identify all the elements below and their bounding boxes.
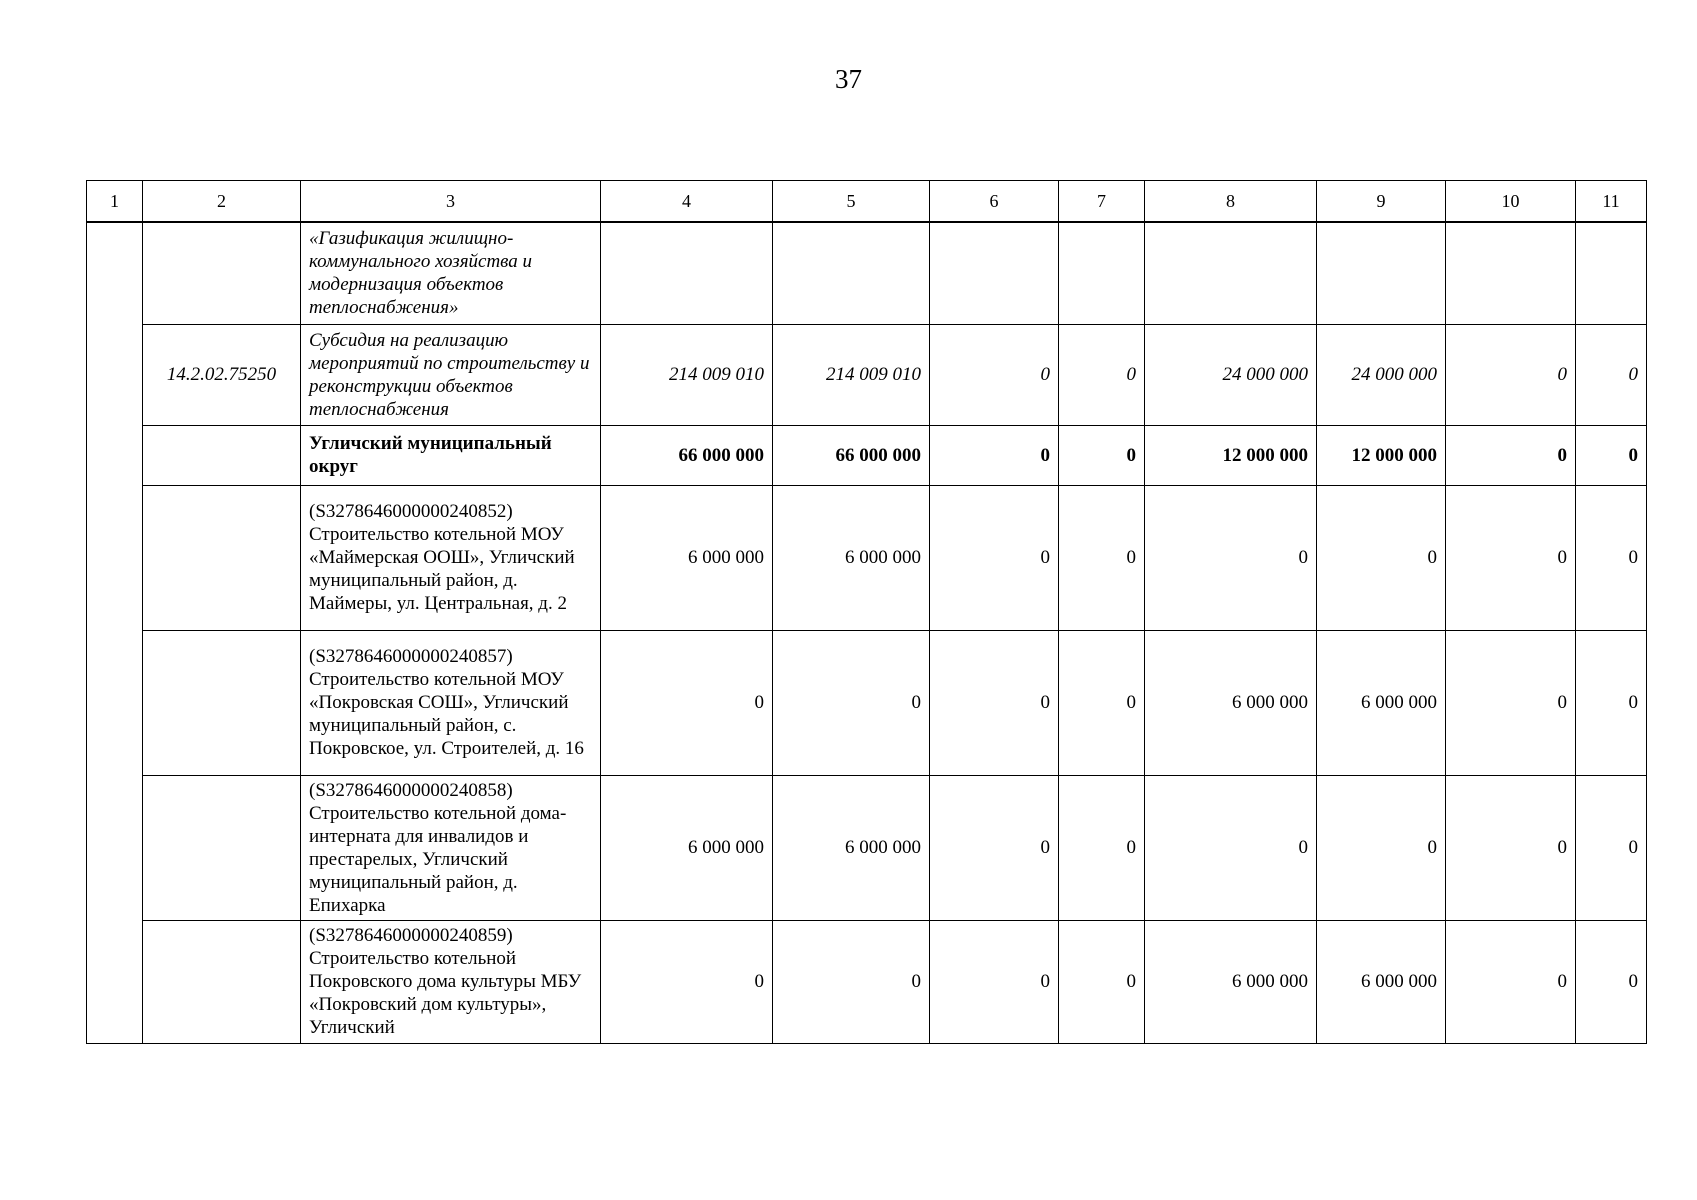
column-header-4: 4 (601, 181, 773, 223)
value-cell-col-4: 6 000 000 (601, 485, 773, 630)
value-cell-col-9 (1317, 222, 1446, 324)
value-cell-col-10: 0 (1446, 425, 1576, 485)
value-cell-col-5 (773, 222, 930, 324)
description-cell: Субсидия на реализацию мероприятий по строительству и реконструкции объектов теплоснабжения (301, 324, 601, 425)
value-cell-col-8: 6 000 000 (1145, 630, 1317, 775)
page-number: 37 (835, 64, 862, 94)
value-cell-col-5: 0 (773, 630, 930, 775)
value-cell-col-9: 12 000 000 (1317, 425, 1446, 485)
table-row (87, 485, 1647, 630)
value-cell-col-5: 66 000 000 (773, 425, 930, 485)
value-cell-col-7: 0 (1059, 324, 1145, 425)
value-cell-col-4: 0 (601, 630, 773, 775)
budget-code-cell (143, 425, 301, 485)
budget-code-cell (143, 775, 301, 920)
value-cell-col-9: 6 000 000 (1317, 920, 1446, 1043)
value-cell-col-4: 0 (601, 920, 773, 1043)
value-cell-col-9: 0 (1317, 485, 1446, 630)
value-cell-col-9: 24 000 000 (1317, 324, 1446, 425)
value-cell-col-4: 66 000 000 (601, 425, 773, 485)
value-cell-col-4: 6 000 000 (601, 775, 773, 920)
value-cell-col-10: 0 (1446, 920, 1576, 1043)
value-cell-col-10: 0 (1446, 324, 1576, 425)
value-cell-col-6: 0 (930, 920, 1059, 1043)
value-cell-col-11: 0 (1576, 324, 1647, 425)
budget-table (86, 180, 1647, 1044)
value-cell-col-11: 0 (1576, 775, 1647, 920)
value-cell-col-7: 0 (1059, 630, 1145, 775)
description-cell: (S3278646000000240859) Строительство котельной Покровского дома культуры МБУ «Покровский дом культуры», Угличский (301, 920, 601, 1043)
value-cell-col-9: 0 (1317, 775, 1446, 920)
value-cell-col-6: 0 (930, 630, 1059, 775)
value-cell-col-11 (1576, 222, 1647, 324)
value-cell-col-11: 0 (1576, 630, 1647, 775)
value-cell-col-7: 0 (1059, 920, 1145, 1043)
value-cell-col-8: 0 (1145, 485, 1317, 630)
description-cell: «Газификация жилищно-коммунального хозяйства и модернизация объектов теплоснабжения» (301, 222, 601, 324)
value-cell-col-7 (1059, 222, 1145, 324)
value-cell-col-6: 0 (930, 775, 1059, 920)
description-cell: (S3278646000000240852) Строительство котельной МОУ «Маймерская ООШ», Угличский муниципальный район, д. Маймеры, ул. Центральная, д. 2 (301, 485, 601, 630)
value-cell-col-6: 0 (930, 425, 1059, 485)
value-cell-col-6 (930, 222, 1059, 324)
column-header-3: 3 (301, 181, 601, 223)
column-header-5: 5 (773, 181, 930, 223)
value-cell-col-11: 0 (1576, 425, 1647, 485)
table-row (87, 324, 1647, 425)
value-cell-col-6: 0 (930, 485, 1059, 630)
column-header-10: 10 (1446, 181, 1576, 223)
value-cell-col-5: 0 (773, 920, 930, 1043)
value-cell-col-5: 214 009 010 (773, 324, 930, 425)
value-cell-col-8: 12 000 000 (1145, 425, 1317, 485)
column-header-7: 7 (1059, 181, 1145, 223)
table-row (87, 630, 1647, 775)
value-cell-col-5: 6 000 000 (773, 775, 930, 920)
value-cell-col-7: 0 (1059, 425, 1145, 485)
column-header-11: 11 (1576, 181, 1647, 223)
value-cell-col-10: 0 (1446, 630, 1576, 775)
column-header-1: 1 (87, 181, 143, 223)
value-cell-col-8 (1145, 222, 1317, 324)
row-number-cell (87, 222, 143, 1043)
column-header-8: 8 (1145, 181, 1317, 223)
table-row (87, 775, 1647, 920)
budget-code-cell (143, 222, 301, 324)
value-cell-col-9: 6 000 000 (1317, 630, 1446, 775)
value-cell-col-4: 214 009 010 (601, 324, 773, 425)
column-header-6: 6 (930, 181, 1059, 223)
value-cell-col-7: 0 (1059, 485, 1145, 630)
value-cell-col-8: 0 (1145, 775, 1317, 920)
value-cell-col-8: 24 000 000 (1145, 324, 1317, 425)
value-cell-col-10: 0 (1446, 775, 1576, 920)
value-cell-col-11: 0 (1576, 485, 1647, 630)
value-cell-col-11: 0 (1576, 920, 1647, 1043)
table-row (87, 920, 1647, 1043)
column-header-9: 9 (1317, 181, 1446, 223)
table-body (87, 222, 1647, 1043)
table-row (87, 425, 1647, 485)
budget-code-cell (143, 630, 301, 775)
value-cell-col-8: 6 000 000 (1145, 920, 1317, 1043)
value-cell-col-10: 0 (1446, 485, 1576, 630)
value-cell-col-4 (601, 222, 773, 324)
budget-code-cell (143, 920, 301, 1043)
budget-code-cell (143, 485, 301, 630)
description-cell: (S3278646000000240858) Строительство котельной дома-интерната для инвалидов и престарелых, Угличский муниципальный район, д. Епихарка (301, 775, 601, 920)
description-cell: Угличский муниципальный округ (301, 425, 601, 485)
value-cell-col-10 (1446, 222, 1576, 324)
value-cell-col-7: 0 (1059, 775, 1145, 920)
value-cell-col-5: 6 000 000 (773, 485, 930, 630)
table-row (87, 222, 1647, 324)
description-cell: (S3278646000000240857) Строительство котельной МОУ «Покровская СОШ», Угличский муниципальный район, с. Покровское, ул. Строителей, д. 16 (301, 630, 601, 775)
value-cell-col-6: 0 (930, 324, 1059, 425)
column-header-2: 2 (143, 181, 301, 223)
header-row (87, 181, 1647, 223)
budget-code-cell: 14.2.02.75250 (143, 324, 301, 425)
